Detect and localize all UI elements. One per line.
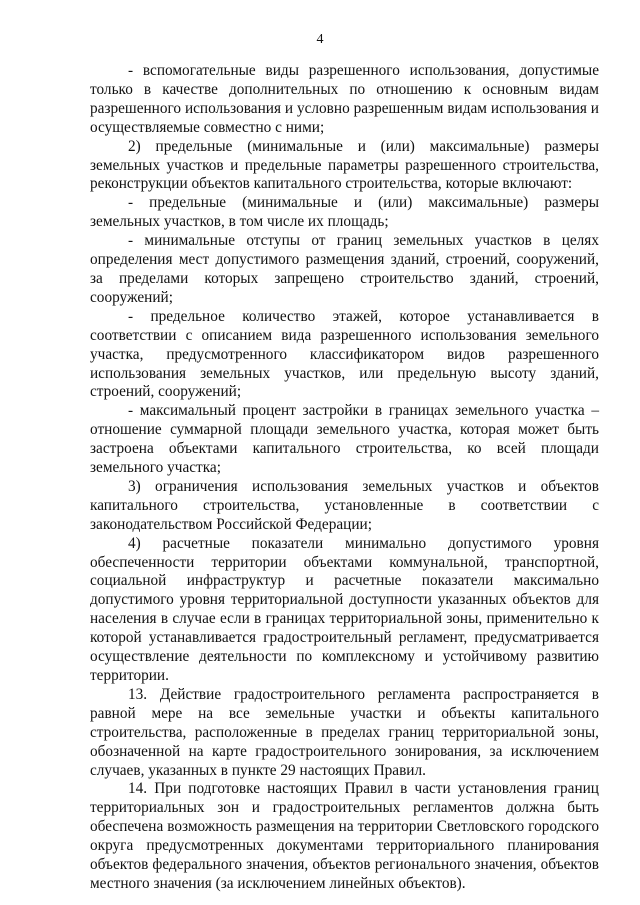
paragraph-item-3-restrictions: 3) ограничения использования земельных участков и объектов капитального строительства, установленные в соответствии с законодательством Российской Федерации;: [90, 477, 599, 533]
page-number: 4: [316, 32, 324, 47]
paragraph-plot-sizes: - предельные (минимальные и (или) максимальные) размеры земельных участков, в том числе их площадь;: [90, 194, 599, 231]
paragraph-setbacks: - минимальные отступы от границ земельных участков в целях определения мест допустимого размещения зданий, строений, сооружений, за пределами которых запрещено строительство зданий, строений, сооружений;: [90, 232, 599, 306]
paragraph-section-13: 13. Действие градостроительного регламента распространяется в равной мере на все земельные участки и объекты капитального строительства, расположенные в пределах границ территориальной зоны, обозначенной на карте градостроительного зонирования, за исключением случаев, указанных в пункте 29 настоящих Правил.: [90, 685, 599, 779]
paragraph-item-4-indicators: 4) расчетные показатели минимально допустимого уровня обеспеченности территории объектами коммунальной, транспортной, социальной инфраструктур и расчетные показатели максимально допустимого уровня территориальной доступности указанных объектов для населения в случае если в границах территориальной зоны, применительно к которой устанавливается градостроительный регламент, предусматривается осуществление деятельности по комплексному и устойчивому развитию территории.: [90, 534, 599, 684]
paragraph-auxiliary-uses: - вспомогательные виды разрешенного использования, допустимые только в качестве дополнительных по отношению к основным видам разрешенного использования и условно разрешенным видам использования и осуществляемые совместно с ними;: [90, 62, 599, 136]
paragraph-build-percent: - максимальный процент застройки в границах земельного участка – отношение суммарной площади земельного участка, которая может быть застроена объектами капитального строительства, ко всей площади земельного участка;: [90, 402, 599, 477]
document-body: [90, 62, 599, 894]
paragraph-item-2-limits: 2) предельные (минимальные и (или) максимальные) размеры земельных участков и предельные параметры разрешенного строительства, реконструкции объектов капитального строительства, которые включают:: [90, 137, 599, 193]
paragraph-floors: - предельное количество этажей, которое устанавливается в соответствии с описанием вида разрешенного использования земельного участка, предусмотренного классификатором видов разрешенного использования земельных участков, или предельную высоту зданий, строений, сооружений;: [90, 307, 599, 401]
paragraph-section-14: 14. При подготовке настоящих Правил в части установления границ территориальных зон и градостроительных регламентов должна быть обеспечена возможность размещения на территории Светловского городского округа предусмотренных документами территориального планирования объектов федерального значения, объектов регионального значения, объектов местного значения (за исключением линейных объектов).: [90, 780, 599, 892]
